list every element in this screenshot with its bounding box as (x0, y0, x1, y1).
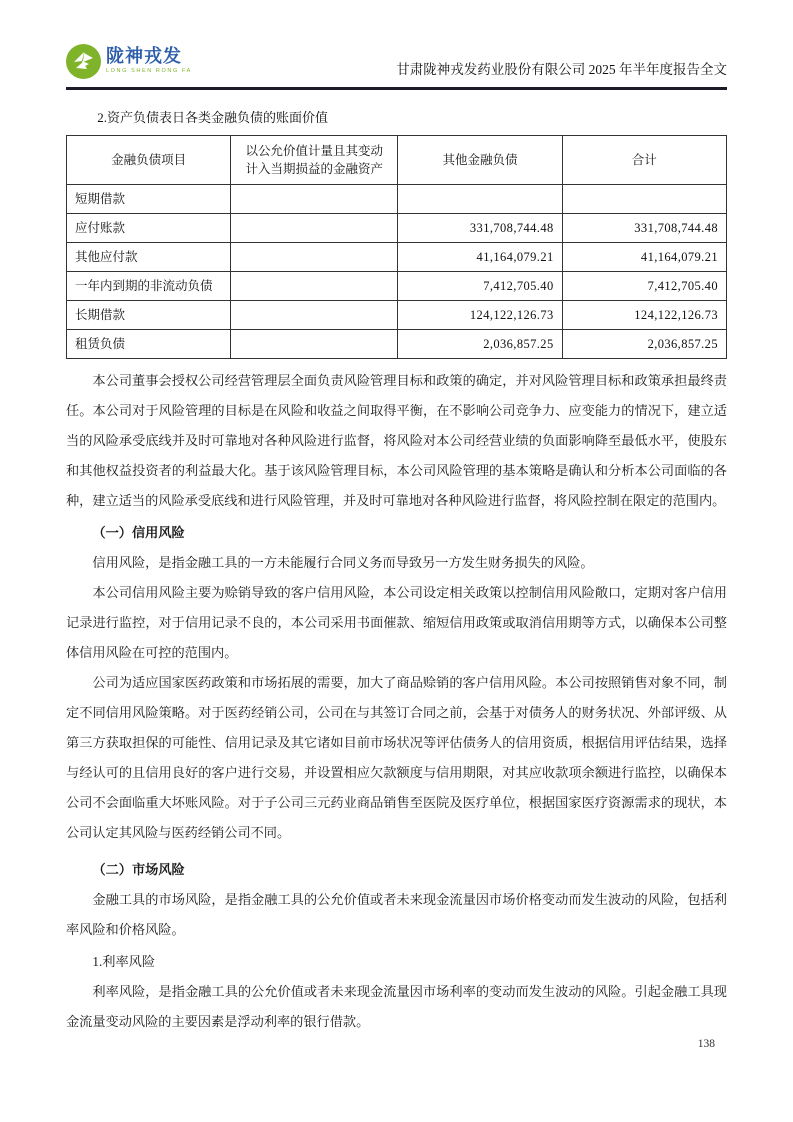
paragraph-market-risk-definition: 金融工具的市场风险，是指金融工具的公允价值或者未来现金流量因市场价格变动而发生波动的风险，包括利率风险和价格风险。 (66, 892, 727, 937)
row-fvtpl-value (231, 243, 398, 272)
row-fvtpl-value (231, 214, 398, 243)
col-header-item: 金融负债项目 (67, 136, 231, 185)
heading-credit-risk: （一）信用风险 (92, 525, 185, 540)
row-other-value: 331,708,744.48 (398, 214, 562, 243)
col-header-total: 合计 (562, 136, 726, 185)
financial-liabilities-table (66, 135, 727, 359)
paragraph-risk-governance: 本公司董事会授权公司经营管理层全面负责风险管理目标和政策的确定，并对风险管理目标和政策承担最终责任。本公司对于风险管理的目标是在风险和收益之间取得平衡，在不影响公司竞争力、应变能力的情况下，建立适当的风险承受底线并及时可靠地对各种风险进行监督，将风险对本公司经营业绩的负面影响降至最低水平，使股东和其他权益投资者的利益最大化。基于该风险管理目标，本公司风险管理的基本策略是确认和分析本公司面临的各种，建立适当的风险承受底线和进行风险管理，并及时可靠地对各种风险进行监督，将风险控制在限定的范围内。 (66, 373, 727, 508)
row-item-label: 长期借款 (67, 301, 231, 330)
col-header-fvtpl: 以公允价值计量且其变动计入当期损益的金融资产 (231, 136, 398, 185)
page-header (66, 44, 727, 84)
row-item-label: 租赁负债 (67, 330, 231, 359)
table-header-row (67, 136, 727, 185)
row-total-value: 2,036,857.25 (562, 330, 726, 359)
row-item-label: 短期借款 (67, 185, 231, 214)
row-fvtpl-value (231, 301, 398, 330)
table-row (67, 301, 727, 330)
subheading-interest-rate-risk: 1.利率风险 (92, 954, 156, 969)
table-row (67, 214, 727, 243)
row-total-value: 7,412,705.40 (562, 272, 726, 301)
row-other-value: 2,036,857.25 (398, 330, 562, 359)
paragraph-interest-rate-risk: 利率风险，是指金融工具的公允价值或者未来现金流量因市场利率的变动而发生波动的风险。引起金融工具现金流量变动风险的主要因素是浮动利率的银行借款。 (66, 984, 727, 1029)
row-other-value (398, 185, 562, 214)
row-total-value: 331,708,744.48 (562, 214, 726, 243)
row-item-label: 一年内到期的非流动负债 (67, 272, 231, 301)
row-total-value: 41,164,079.21 (562, 243, 726, 272)
logo-text (106, 47, 192, 74)
brand-name-cn: 陇神戎发 (106, 46, 182, 66)
body-text (66, 366, 727, 1037)
row-other-value: 124,122,126.73 (398, 301, 562, 330)
section-title: 2.资产负债表日各类金融负债的账面价值 (97, 110, 328, 125)
page-number: 138 (697, 1038, 715, 1050)
row-fvtpl-value (231, 272, 398, 301)
table-row (67, 243, 727, 272)
header-divider (66, 87, 727, 90)
table-row (67, 330, 727, 359)
row-total-value: 124,122,126.73 (562, 301, 726, 330)
brand-name-en: LONG SHEN RONG FA (106, 68, 192, 74)
col-header-other: 其他金融负债 (398, 136, 562, 185)
table-row (67, 185, 727, 214)
paragraph-credit-risk-strategy: 公司为适应国家医药政策和市场拓展的需要，加大了商品赊销的客户信用风险。本公司按照销售对象不同，制定不同信用风险策略。对于医药经销公司，公司在与其签订合同之前，会基于对债务人的财务状况、外部评级、从第三方获取担保的可能性、信用记录及其它诸如目前市场状况等评估债务人的信用资质，根据信用评估结果，选择与经认可的且信用良好的客户进行交易，并设置相应欠款额度与信用期限，对其应收款项余额进行监控，以确保本公司不会面临重大坏账风险。对于子公司三元药业商品销售至医院及医疗单位，根据国家医疗资源需求的现状，本公司认定其风险与医药经销公司不同。 (66, 675, 727, 840)
row-fvtpl-value (231, 330, 398, 359)
paragraph-credit-risk-definition: 信用风险，是指金融工具的一方未能履行合同义务而导致另一方发生财务损失的风险。 (92, 555, 594, 570)
heading-market-risk: （二）市场风险 (92, 862, 185, 877)
row-fvtpl-value (231, 185, 398, 214)
document-title: 甘肃陇神戎发药业股份有限公司 2025 年半年度报告全文 (396, 62, 727, 77)
row-other-value: 41,164,079.21 (398, 243, 562, 272)
logo-bird-icon (66, 44, 101, 79)
row-total-value (562, 185, 726, 214)
row-item-label: 其他应付款 (67, 243, 231, 272)
paragraph-credit-risk-policy: 本公司信用风险主要为赊销导致的客户信用风险，本公司设定相关政策以控制信用风险敞口，定期对客户信用记录进行监控，对于信用记录不良的，本公司采用书面催款、缩短信用政策或取消信用期等方式，以确保本公司整体信用风险在可控的范围内。 (66, 585, 727, 660)
table-row (67, 272, 727, 301)
company-logo (66, 44, 192, 79)
row-item-label: 应付账款 (67, 214, 231, 243)
row-other-value: 7,412,705.40 (398, 272, 562, 301)
